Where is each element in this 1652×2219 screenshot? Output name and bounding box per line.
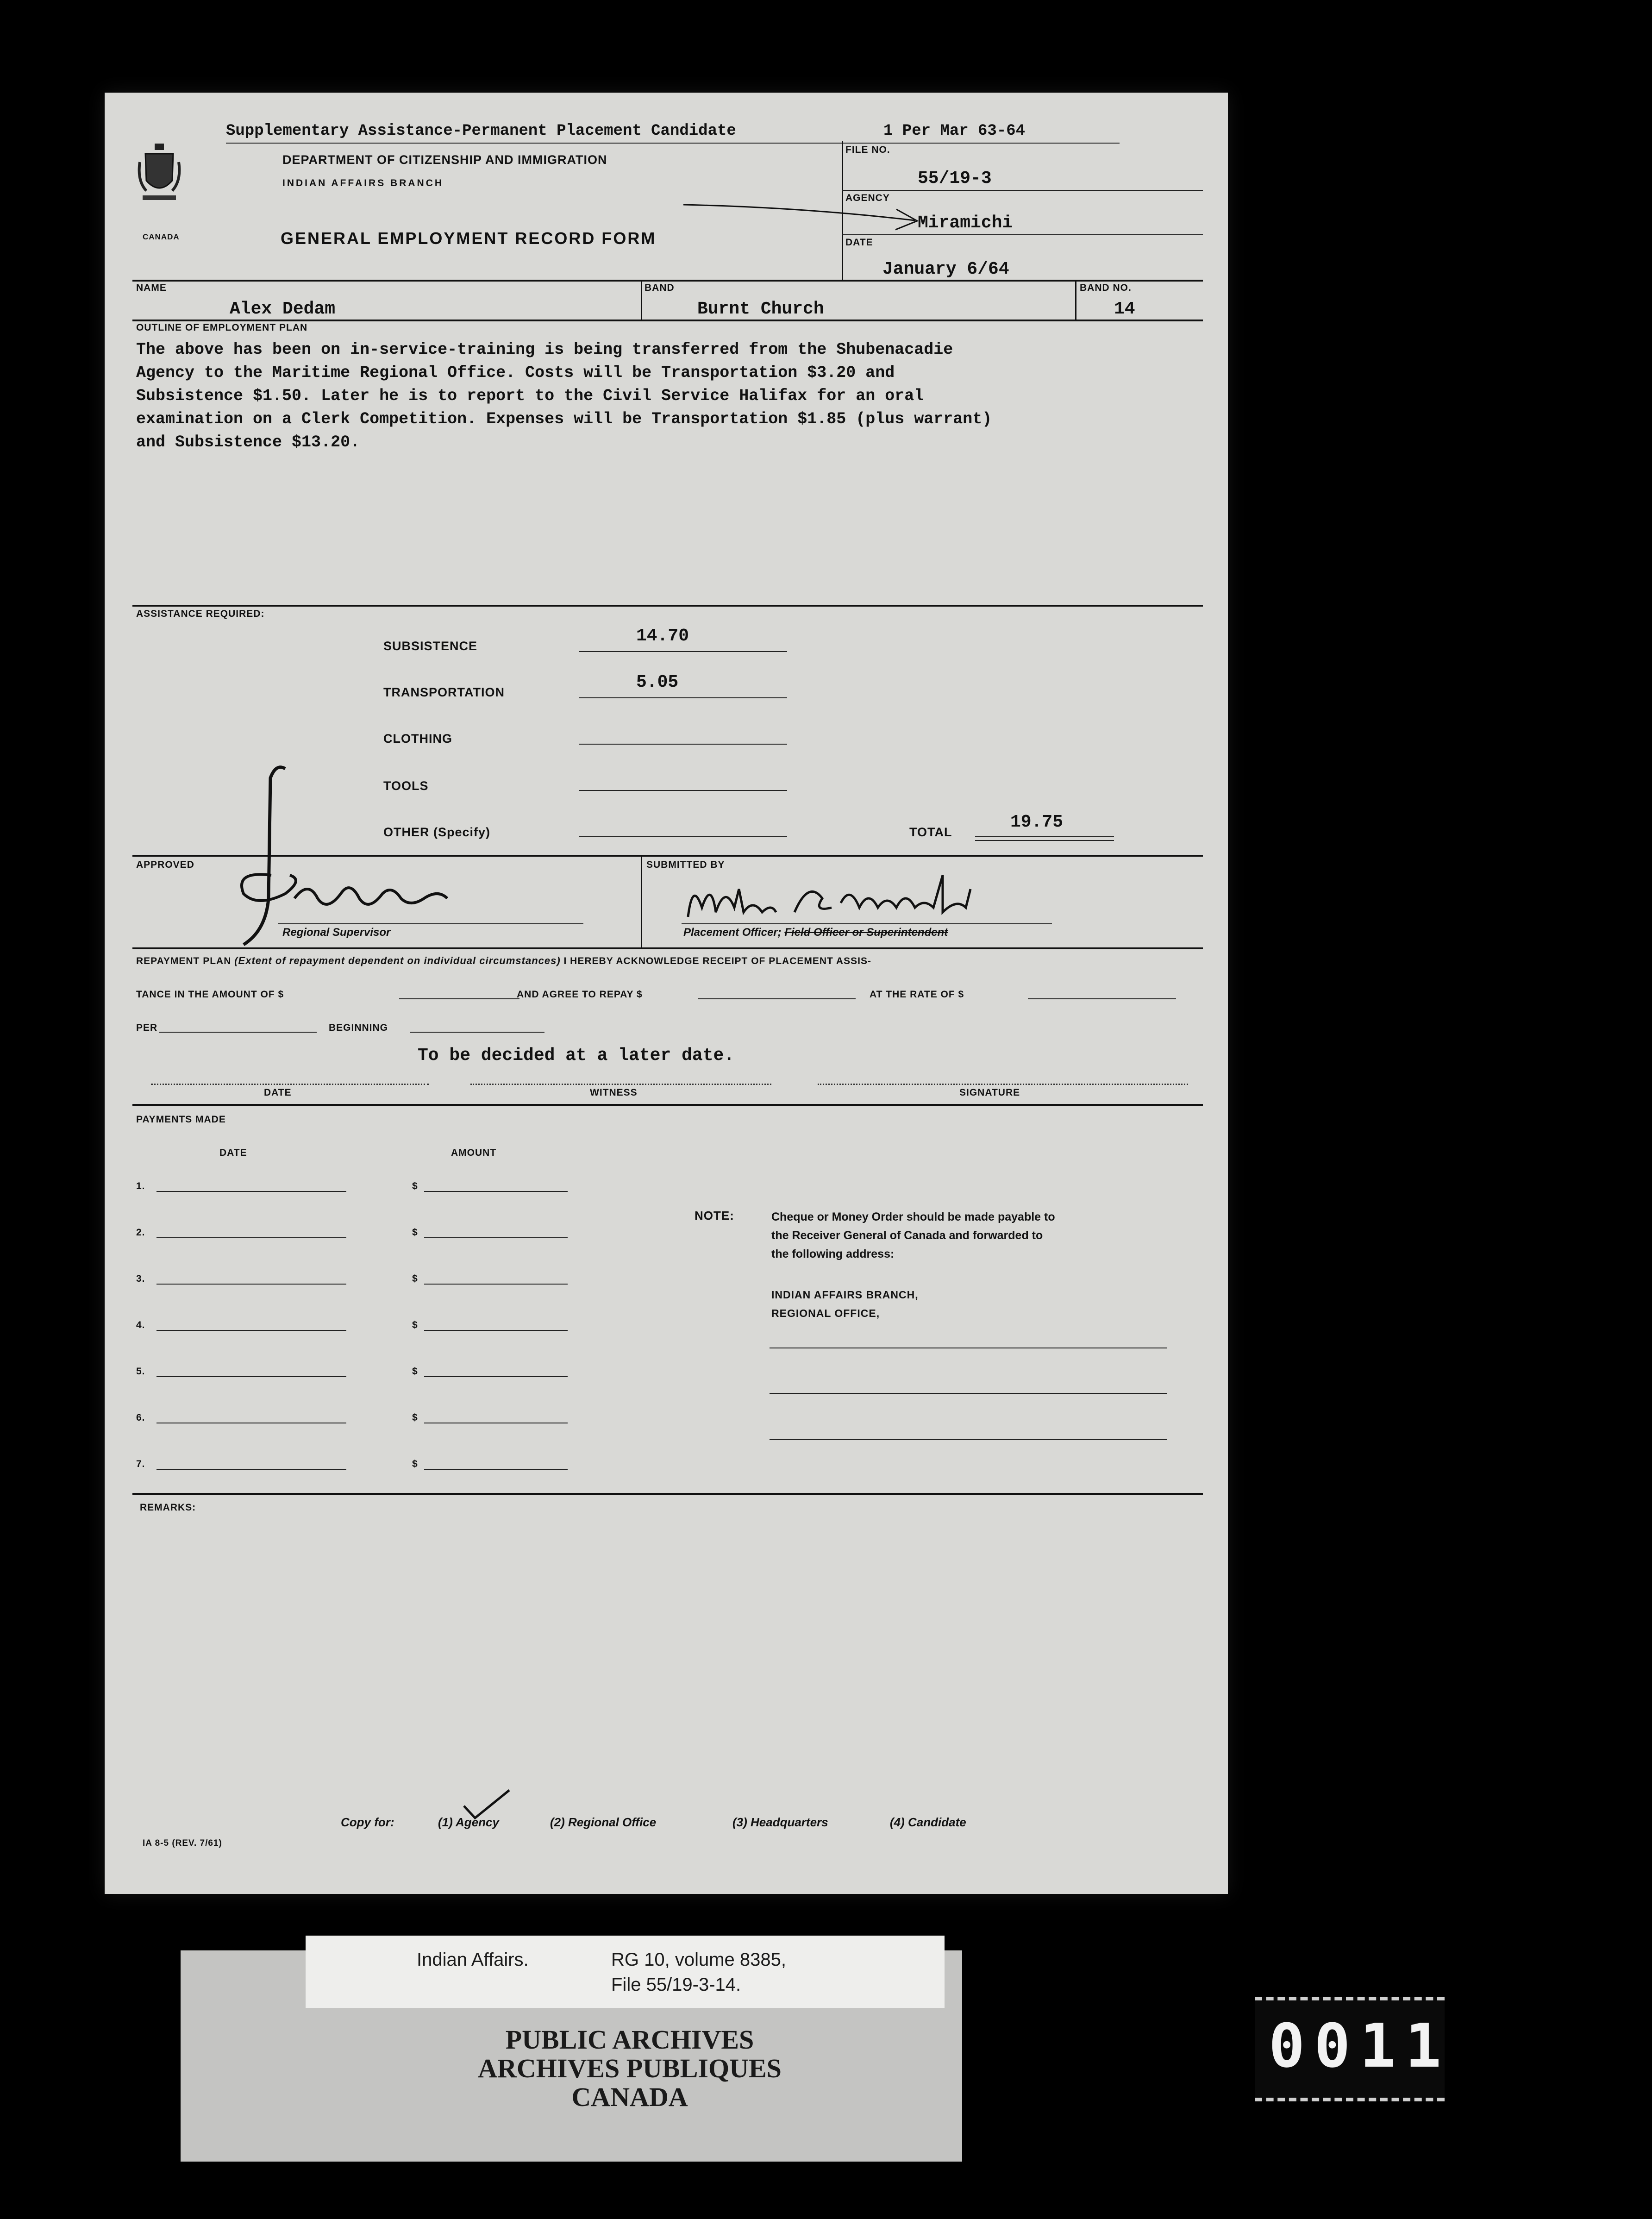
total-label: TOTAL <box>909 825 952 839</box>
supplementary-fy: 1 Per Mar 63-64 <box>883 122 1026 140</box>
outline-line: examination on a Clerk Competition. Expenses will be Transportation $1.85 (plus warrant) <box>136 410 992 428</box>
repayment-plan-label: REPAYMENT PLAN <box>136 956 232 966</box>
frame-counter <box>1255 1997 1451 2101</box>
note-address <box>771 1285 919 1323</box>
subsistence-value: 14.70 <box>636 626 689 646</box>
total-value: 19.75 <box>1010 812 1064 832</box>
repayment-note: (Extent of repayment dependent on individual circumstances) <box>234 955 561 966</box>
file-no-label: FILE NO. <box>845 144 890 155</box>
subsistence-label: SUBSISTENCE <box>383 639 478 653</box>
payment-dollar-sign: $ <box>412 1412 418 1423</box>
archive-stamp-line: ARCHIVES PUBLIQUES <box>478 2053 782 2083</box>
total-line <box>975 836 1114 837</box>
band-no-value: 14 <box>1114 299 1135 319</box>
file-no-value: 55/19-3 <box>918 169 992 188</box>
approved-label: APPROVED <box>136 859 194 870</box>
agency-arrow <box>683 195 924 232</box>
payment-row-number: 5. <box>136 1366 145 1377</box>
repayment-decision: To be decided at a later date. <box>418 1046 735 1066</box>
outline-line: Agency to the Maritime Regional Office. Costs will be Transportation $3.20 and <box>136 364 895 382</box>
copy-regional-office: (2) Regional Office <box>550 1815 657 1829</box>
beginning-label: BEGINNING <box>329 1022 388 1033</box>
submitter-caption <box>683 926 948 939</box>
outline-label: OUTLINE OF EMPLOYMENT PLAN <box>136 322 308 333</box>
witness-sign-line <box>470 1084 771 1085</box>
payment-date-line <box>156 1237 346 1238</box>
payments-date-header: DATE <box>219 1147 247 1158</box>
note-line: the following address: <box>771 1247 895 1260</box>
payment-row-number: 2. <box>136 1227 145 1238</box>
payments-amount-header: AMOUNT <box>451 1147 497 1158</box>
payment-row-number: 1. <box>136 1181 145 1191</box>
payment-amount-line <box>424 1191 568 1192</box>
outline-line: and Subsistence $13.20. <box>136 433 360 451</box>
remarks-top <box>132 1493 1203 1495</box>
payment-amount-line <box>424 1469 568 1470</box>
total-line-2 <box>975 840 1114 841</box>
payment-date-line <box>156 1191 346 1192</box>
agency-label: AGENCY <box>845 193 890 203</box>
signature-sign-line <box>818 1084 1188 1085</box>
address-line-3 <box>770 1439 1167 1440</box>
tance-amount-label: TANCE IN THE AMOUNT OF $ <box>136 989 284 1000</box>
approver-line <box>278 923 583 924</box>
witness-caption: WITNESS <box>590 1087 638 1098</box>
payment-date-line <box>156 1469 346 1470</box>
address-line: INDIAN AFFAIRS BRANCH, <box>771 1289 919 1301</box>
clothing-label: CLOTHING <box>383 732 452 746</box>
archive-dept: Indian Affairs. <box>417 1949 529 1970</box>
submitter-line <box>682 923 1052 924</box>
supplementary-underline <box>226 143 1120 144</box>
payment-date-line <box>156 1330 346 1331</box>
assistance-top <box>132 605 1203 607</box>
note-text <box>771 1208 1055 1263</box>
coat-of-arms-icon <box>136 144 182 208</box>
submitted-divider <box>641 855 642 947</box>
approver-signature <box>216 759 475 954</box>
copy-headquarters: (3) Headquarters <box>732 1815 828 1829</box>
archive-stamp-line: PUBLIC ARCHIVES <box>505 2025 754 2055</box>
submitter-caption-main: Placement Officer; <box>683 926 782 939</box>
branch-name: INDIAN AFFAIRS BRANCH <box>282 178 444 188</box>
band-divider <box>641 280 642 320</box>
payment-dollar-sign: $ <box>412 1459 418 1469</box>
supplementary-title: Supplementary Assistance-Permanent Placement Candidate <box>226 122 736 140</box>
payment-row-number: 3. <box>136 1273 145 1284</box>
repayment-top <box>132 947 1203 949</box>
subsistence-line <box>579 651 787 652</box>
archive-ref-line-2: File 55/19-3-14. <box>611 1975 741 1995</box>
payment-amount-line <box>424 1330 568 1331</box>
date-label: DATE <box>845 237 873 248</box>
agency-line <box>842 234 1203 235</box>
form-number: IA 8-5 (REV. 7/61) <box>143 1838 222 1848</box>
payment-dollar-sign: $ <box>412 1227 418 1238</box>
copy-agency: (1) Agency <box>438 1815 499 1829</box>
approver-caption: Regional Supervisor <box>282 926 391 939</box>
copy-candidate: (4) Candidate <box>890 1815 966 1829</box>
other-line <box>579 836 787 837</box>
submitter-signature <box>683 871 1035 926</box>
outline-line: Subsistence $1.50. Later he is to report to the Civil Service Halifax for an oral <box>136 387 924 405</box>
outline-text <box>136 338 1210 454</box>
transportation-line <box>579 697 787 698</box>
outline-top <box>132 320 1203 321</box>
payment-dollar-sign: $ <box>412 1366 418 1377</box>
form-sheet <box>105 93 1228 1894</box>
payment-amount-line <box>424 1237 568 1238</box>
tance-amount-line <box>399 998 519 999</box>
other-label: OTHER (Specify) <box>383 825 491 839</box>
outline-line: The above has been on in-service-training is being transferred from the Shubenacadie <box>136 340 953 359</box>
name-row-top <box>132 280 1203 282</box>
beginning-line <box>410 1032 544 1033</box>
tools-line <box>579 790 787 791</box>
copy-for-label: Copy for: <box>341 1815 394 1829</box>
submitter-caption-struck: Field Officer or Superintendent <box>784 926 948 939</box>
payment-dollar-sign: $ <box>412 1181 418 1191</box>
payment-row-number: 6. <box>136 1412 145 1423</box>
signature-caption: SIGNATURE <box>959 1087 1020 1098</box>
payment-row-number: 7. <box>136 1459 145 1469</box>
repayment-acknowledge: I HEREBY ACKNOWLEDGE RECEIPT OF PLACEMENT ASSIS- <box>563 956 871 966</box>
archive-reference-card <box>306 1936 945 2008</box>
date-sign-line <box>151 1084 429 1085</box>
per-label: PER <box>136 1022 158 1033</box>
archive-ref-line-1: RG 10, volume 8385, <box>611 1949 786 1970</box>
agency-value: Miramichi <box>918 213 1013 233</box>
department-name: DEPARTMENT OF CITIZENSHIP AND IMMIGRATION <box>282 153 607 167</box>
rate-label: AT THE RATE OF $ <box>870 989 964 1000</box>
address-line-2 <box>770 1393 1167 1394</box>
repayment-line-1 <box>136 955 871 967</box>
band-no-divider <box>1075 280 1076 320</box>
agree-repay-label: AND AGREE TO REPAY $ <box>517 989 643 1000</box>
file-no-line <box>842 190 1203 191</box>
note-line: the Receiver General of Canada and forwarded to <box>771 1229 1043 1242</box>
per-line <box>159 1032 317 1033</box>
payments-top <box>132 1104 1203 1106</box>
payment-dollar-sign: $ <box>412 1320 418 1330</box>
assistance-label: ASSISTANCE REQUIRED: <box>136 608 265 619</box>
address-line: REGIONAL OFFICE, <box>771 1307 880 1319</box>
archive-stamp-line: CANADA <box>571 2082 688 2112</box>
form-title: GENERAL EMPLOYMENT RECORD FORM <box>281 229 657 248</box>
frame-counter-number: 0011 <box>1269 2011 1451 2081</box>
name-value: Alex Dedam <box>230 299 336 319</box>
note-line: Cheque or Money Order should be made payable to <box>771 1210 1055 1223</box>
submitted-label: SUBMITTED BY <box>646 859 725 870</box>
clothing-line <box>579 744 787 745</box>
band-label: BAND <box>645 282 675 293</box>
payment-row-number: 4. <box>136 1320 145 1330</box>
rate-line <box>1028 998 1176 999</box>
name-label: NAME <box>136 282 167 293</box>
date-value: January 6/64 <box>882 259 1009 279</box>
transportation-label: TRANSPORTATION <box>383 685 505 699</box>
payment-amount-line <box>424 1284 568 1285</box>
payment-dollar-sign: $ <box>412 1273 418 1284</box>
date-caption: DATE <box>264 1087 292 1098</box>
payment-date-line <box>156 1284 346 1285</box>
band-value: Burnt Church <box>697 299 824 319</box>
remarks-label: REMARKS: <box>140 1502 196 1513</box>
agree-repay-line <box>698 998 856 999</box>
band-no-label: BAND NO. <box>1080 282 1132 293</box>
tools-label: TOOLS <box>383 779 429 793</box>
payment-amount-line <box>424 1376 568 1377</box>
note-label: NOTE: <box>695 1209 734 1222</box>
payment-date-line <box>156 1376 346 1377</box>
canada-caption: CANADA <box>143 232 180 241</box>
payments-label: PAYMENTS MADE <box>136 1114 226 1125</box>
transportation-value: 5.05 <box>636 672 679 692</box>
archive-stamp <box>468 2025 792 2112</box>
